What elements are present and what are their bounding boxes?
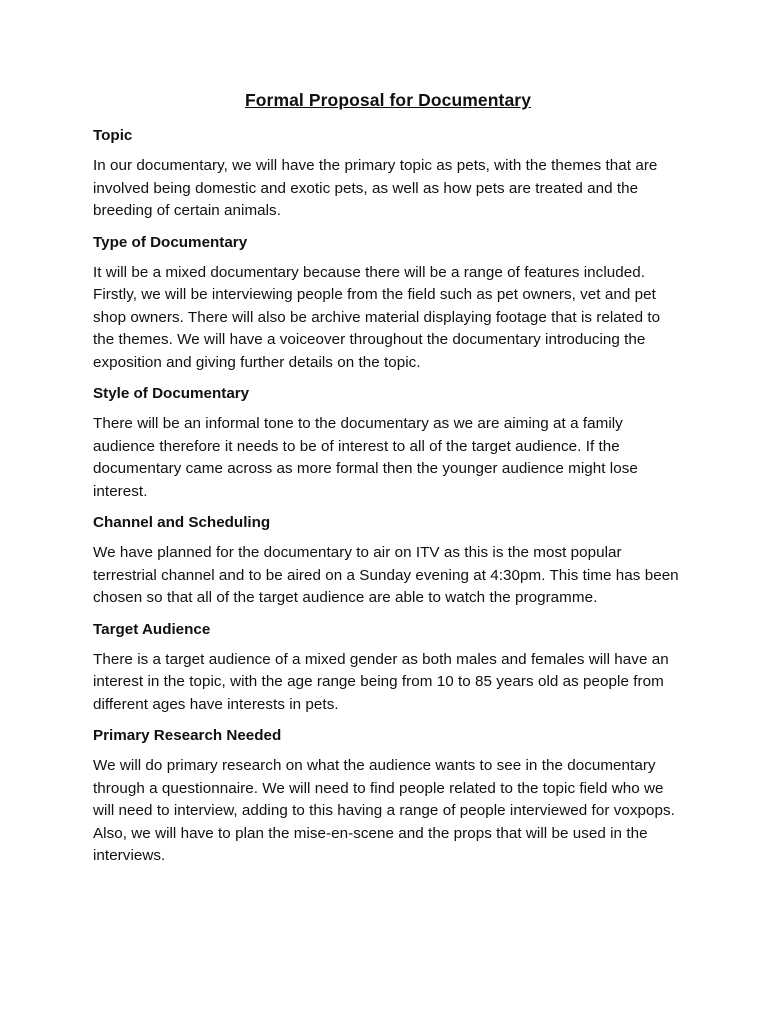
section-body: There will be an informal tone to the documentary as we are aiming at a family audience therefore it needs to be of interest to all of the target audience. If the documentary came across as more formal then the younger audience might lose interest. [93, 415, 638, 500]
document-title: Formal Proposal for Documentary [244, 90, 532, 110]
section-channel-and-scheduling [93, 513, 683, 610]
section-heading: Target Audience [93, 620, 211, 638]
section-heading: Channel and Scheduling [93, 514, 271, 531]
section-style-of-documentary [93, 384, 683, 503]
section-body: In our documentary, we will have the primary topic as pets, with the themes that are involved being domestic and exotic pets, as well as how pets are treated and the breeding of certain animals. [93, 157, 658, 219]
section-primary-research-needed [93, 726, 683, 868]
section-heading: Style of Documentary [93, 385, 250, 402]
section-body: We will do primary research on what the audience wants to see in the documentary through a questionnaire. We will need to find people related to the topic field who we will need to interview, adding to this having a range of people interviewed for voxpops. Also, we will have to plan the mise-en-scene and the props that will be used in the interviews. [93, 757, 675, 864]
section-target-audience [93, 620, 683, 717]
section-heading: Primary Research Needed [93, 727, 282, 744]
section-heading: Type of Documentary [93, 233, 248, 251]
section-body: We have planned for the documentary to air on ITV as this is the most popular terrestrial channel and to be aired on a Sunday evening at 4:30pm. This time has been chosen so that all of the target audience are able to watch the programme. [93, 544, 679, 606]
section-body: It will be a mixed documentary because there will be a range of features included. Firstly, we will be interviewing people from the field such as pet owners, vet and pet shop owners. There will also be archive material displaying footage that is related to the themes. We will have a voiceover throughout the documentary introducing the exposition and giving further details on the topic. [93, 263, 661, 371]
section-heading: Topic [93, 127, 133, 144]
section-topic [93, 126, 683, 223]
section-body: There is a target audience of a mixed gender as both males and females will have an interest in the topic, with the age range being from 10 to 85 years old as people from different ages have interests in pets. [93, 650, 669, 713]
document-content [93, 88, 683, 878]
section-type-of-documentary [93, 233, 683, 375]
